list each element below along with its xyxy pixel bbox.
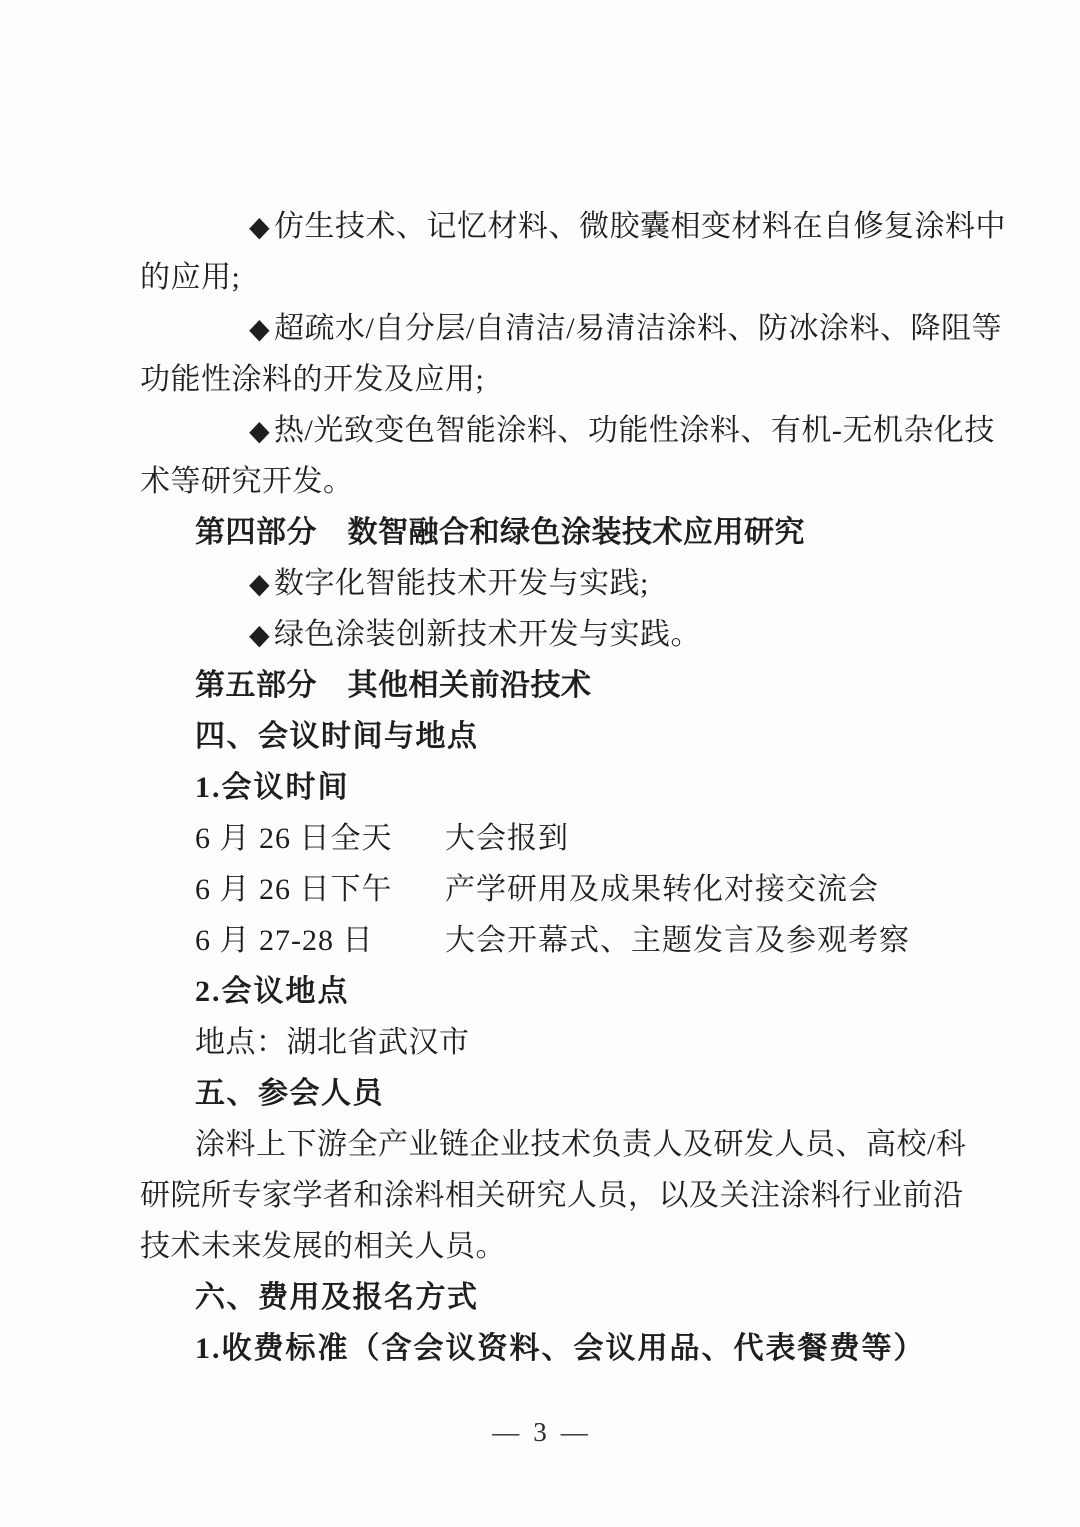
schedule-event: 大会开幕式、主题发言及参观考察 [445,924,910,957]
bullet-line [140,609,962,660]
part-heading-text: 第四部分 数智融合和绿色涂装技术应用研究 [195,516,805,549]
footer-dash-right: — [560,1417,588,1447]
paragraph-line-text: 技术未来发展的相关人员。 [140,1230,506,1263]
paragraph-line-text: 涂料上下游全产业链企业技术负责人及研发人员、高校/科 [195,1128,967,1161]
subsection-heading-text: 1.会议时间 [195,771,350,804]
schedule-time: 6 月 26 日全天 [195,822,393,855]
bullet-line-text: 绿色涂装创新技术开发与实践。 [274,618,702,651]
subsection-heading [140,966,962,1017]
diamond-bullet-icon: ◆ [249,314,271,345]
subsection-heading [140,762,962,813]
bullet-line [140,303,1003,354]
paragraph-line [140,1221,962,1272]
page-number: 3 [533,1417,547,1447]
paragraph-line [140,1119,967,1170]
bullet-line [140,558,962,609]
bullet-line [140,405,995,456]
schedule-event: 产学研用及成果转化对接交流会 [445,873,879,906]
diamond-bullet-icon: ◆ [249,569,271,600]
diamond-bullet-icon: ◆ [249,620,271,651]
diamond-bullet-icon: ◆ [249,212,271,243]
section-heading-text: 六、费用及报名方式 [195,1281,479,1314]
section-heading-text: 五、参会人员 [195,1077,384,1110]
footer-dash-left: — [492,1417,520,1447]
subsection-heading-text: 1.收费标准（含会议资料、会议用品、代表餐费等） [195,1332,926,1365]
paragraph-line [140,252,962,303]
schedule-time: 6 月 27-28 日 [195,924,374,957]
document-body [140,201,1007,1374]
diamond-bullet-icon: ◆ [249,416,271,447]
paragraph-line [140,1170,962,1221]
part-heading [140,660,962,711]
paragraph-line-text: 术等研究开发。 [140,465,354,498]
paragraph-line [140,354,962,405]
subsection-heading [140,1323,962,1374]
paragraph-line [140,1017,962,1068]
paragraph-line-text: 的应用; [140,261,241,294]
page-footer [0,1412,1080,1452]
subsection-heading-text: 2.会议地点 [195,975,350,1008]
paragraph-line [140,456,962,507]
schedule-row [140,864,962,915]
section-heading [140,1272,962,1323]
bullet-line [140,201,1007,252]
schedule-time: 6 月 26 日下午 [195,873,393,906]
bullet-line-text: 数字化智能技术开发与实践; [274,567,649,600]
bullet-line-text: 热/光致变色智能涂料、功能性涂料、有机-无机杂化技 [274,414,995,447]
schedule-event: 大会报到 [445,822,569,855]
section-heading [140,1068,962,1119]
paragraph-line-text: 研院所专家学者和涂料相关研究人员，以及关注涂料行业前沿 [140,1179,964,1212]
part-heading-text: 第五部分 其他相关前沿技术 [195,669,592,702]
bullet-line-text: 仿生技术、记忆材料、微胶囊相变材料在自修复涂料中 [274,210,1007,243]
section-heading [140,711,962,762]
paragraph-line-text: 地点：湖北省武汉市 [195,1026,470,1059]
schedule-row [140,915,962,966]
paragraph-line-text: 功能性涂料的开发及应用; [140,363,485,396]
schedule-row [140,813,962,864]
bullet-line-text: 超疏水/自分层/自清洁/易清洁涂料、防冰涂料、降阻等 [274,312,1003,345]
section-heading-text: 四、会议时间与地点 [195,720,479,753]
part-heading [140,507,962,558]
